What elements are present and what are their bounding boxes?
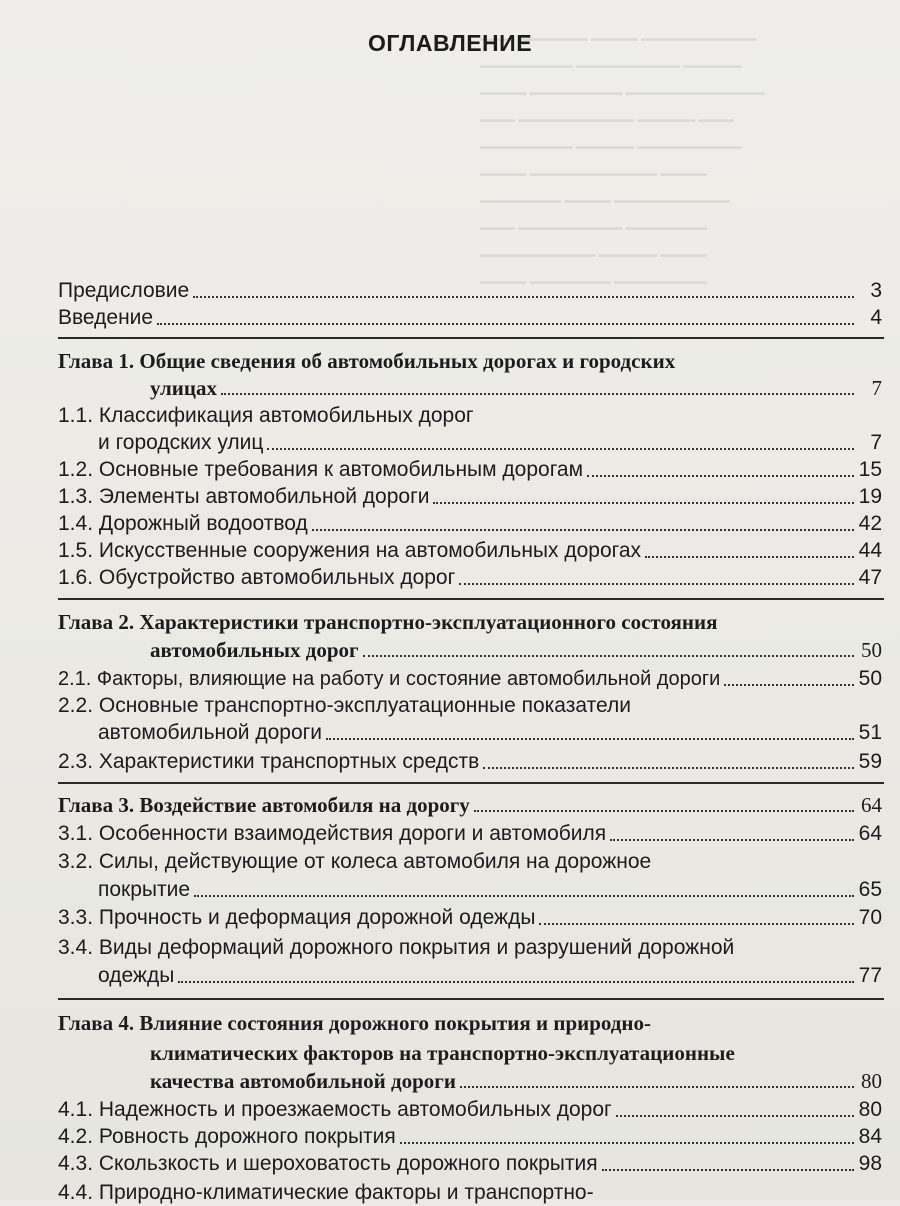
leader-dots: [483, 767, 854, 769]
toc-entry-title: одежды: [98, 964, 175, 987]
leader-dots: [400, 1142, 854, 1144]
toc-entry-preface[interactable]: [58, 278, 882, 304]
toc-entry-page: 47: [858, 566, 882, 589]
toc-entry-1-3[interactable]: [58, 484, 882, 510]
toc-entry-title: улицах: [150, 376, 217, 400]
toc-entry-title: автомобильной дороги: [98, 721, 323, 744]
leader-dots: [459, 583, 854, 585]
toc-entry-1-5[interactable]: [58, 538, 882, 564]
toc-entry-title: Глава 3. Воздействие автомобиля на дорогу: [58, 793, 470, 817]
chapter-1-title-cont[interactable]: [150, 375, 882, 401]
leader-dots: [194, 895, 854, 897]
toc-entry-1-6[interactable]: [58, 565, 882, 591]
toc-entry-1-1-cont[interactable]: [98, 430, 882, 456]
toc-entry-title: 2.1. Факторы, влияющие на работу и состояние автомобильной дороги: [58, 668, 721, 690]
toc-entry-title: Предисловие: [58, 279, 190, 302]
chapter-4-title-cont[interactable]: климатических факторов на транспортно-эксплуатационные: [150, 1041, 735, 1065]
toc-entry-title: 4.1. Надежность и проезжаемость автомобильных дорог: [58, 1098, 612, 1121]
toc-entry-title: 4.2. Ровность дорожного покрытия: [58, 1125, 396, 1148]
toc-entry-page: 84: [858, 1125, 882, 1148]
chapter-4-title[interactable]: Глава 4. Влияние состояния дорожного покрытия и природно-: [58, 1011, 652, 1035]
chapter-2-title-cont[interactable]: [150, 637, 882, 663]
chapter-divider: [58, 998, 884, 1000]
toc-entry-page: 80: [858, 1098, 882, 1121]
toc-entry-3-4-cont[interactable]: [98, 963, 882, 989]
toc-entry-page: 80: [861, 1069, 882, 1093]
leader-dots: [602, 1169, 854, 1171]
toc-entry-page: 64: [861, 793, 882, 817]
toc-entry-title: 1.6. Обустройство автомобильных дорог: [58, 566, 456, 589]
toc-entry-page: 77: [858, 964, 882, 987]
toc-entry-title: Введение: [58, 306, 154, 329]
toc-entry-title: 3.1. Особенности взаимодействия дороги и автомобиля: [58, 822, 607, 845]
leader-dots: [460, 1086, 854, 1088]
toc-entry-page: 7: [870, 431, 882, 454]
leader-dots: [539, 923, 854, 925]
leader-dots: [616, 1115, 854, 1117]
toc-entry-title: 1.5. Искусственные сооружения на автомобильных дорогах: [58, 539, 642, 562]
toc-entry-2-2[interactable]: 2.2. Основные транспортно-эксплуатационные показатели: [58, 694, 631, 717]
toc-heading: ОГЛАВЛЕНИЕ: [367, 30, 533, 56]
toc-entry-title: автомобильных дорог: [150, 638, 359, 662]
toc-entry-page: 64: [858, 822, 882, 845]
leader-dots: [433, 502, 854, 504]
toc-entry-page: 51: [858, 721, 882, 744]
toc-entry-3-2-cont[interactable]: [98, 877, 882, 903]
toc-entry-page: 42: [858, 512, 882, 535]
leader-dots: [610, 839, 854, 841]
leader-dots: [312, 529, 854, 531]
toc-entry-title: покрытие: [98, 878, 191, 901]
toc-entry-1-1[interactable]: 1.1. Классификация автомобильных дорог: [58, 404, 474, 427]
toc-entry-title: 1.2. Основные требования к автомобильным дорогам: [58, 458, 584, 481]
toc-entry-2-3[interactable]: [58, 749, 882, 775]
toc-entry-page: 15: [858, 458, 882, 481]
leader-dots: [474, 810, 854, 812]
toc-entry-3-4[interactable]: 3.4. Виды деформаций дорожного покрытия и разрушений дорожной: [58, 936, 735, 959]
leader-dots: [267, 448, 854, 450]
toc-entry-title: 3.3. Прочность и деформация дорожной одежды: [58, 906, 536, 929]
leader-dots: [326, 738, 854, 740]
toc-entry-1-2[interactable]: [58, 457, 882, 483]
toc-entry-title: 2.3. Характеристики транспортных средств: [58, 750, 480, 773]
leader-dots: [587, 475, 854, 477]
toc-entry-page: 50: [861, 638, 882, 662]
toc-entry-3-1[interactable]: [58, 821, 882, 847]
toc-entry-title: 1.4. Дорожный водоотвод: [58, 512, 308, 535]
toc-entry-title: 1.3. Элементы автомобильной дороги: [58, 485, 430, 508]
chapter-2-title[interactable]: Глава 2. Характеристики транспортно-эксплуатационного состояния: [58, 610, 718, 634]
toc-entry-page: 59: [858, 750, 882, 773]
leader-dots: [178, 981, 854, 983]
toc-entry-4-3[interactable]: [58, 1151, 882, 1177]
leader-dots: [157, 323, 854, 325]
toc-entry-page: 70: [858, 906, 882, 929]
toc-entry-3-2[interactable]: 3.2. Силы, действующие от колеса автомобиля на дорожное: [58, 850, 652, 873]
chapter-divider: [58, 337, 884, 339]
leader-dots: [193, 296, 854, 298]
chapter-divider: [58, 598, 884, 600]
chapter-1-title[interactable]: Глава 1. Общие сведения об автомобильных дорогах и городских: [58, 349, 676, 373]
toc-entry-4-1[interactable]: [58, 1097, 882, 1123]
toc-entry-page: 98: [858, 1152, 882, 1175]
toc-entry-page: 7: [871, 376, 882, 400]
toc-entry-4-4[interactable]: 4.4. Природно-климатические факторы и транспортно-: [58, 1181, 594, 1204]
bleed-through-text: ▁▁▁ ▁▁▁▁▁▁ ▁▁▁▁ ▁▁▁▁▁▁▁▁▁▁ ▁▁▁▁▁▁▁▁ ▁▁▁▁▁▁▁▁▁ ▁▁▁▁▁ ▁▁▁▁ ▁▁▁▁▁▁▁▁ ▁▁▁▁▁▁▁▁▁▁▁▁ ▁▁▁ ▁▁▁▁▁▁▁▁▁▁ ▁▁▁▁▁ ▁▁▁ ▁▁▁▁▁▁▁▁ ▁▁▁▁▁ ▁▁▁▁▁▁▁▁▁ ▁▁▁▁ ▁▁▁▁▁▁▁▁▁▁▁ ▁▁▁▁ ▁▁▁▁▁▁▁ ▁▁▁▁ ▁▁▁▁▁▁▁▁▁▁ ▁▁▁ ▁▁▁▁▁▁▁▁▁ ▁▁▁▁▁▁▁ ▁▁▁▁▁▁▁▁▁▁ ▁▁▁▁▁ ▁▁▁▁ ▁▁▁▁ ▁▁▁▁▁▁▁ ▁▁▁▁▁▁▁▁: [480, 25, 765, 284]
toc-entry-title: и городских улиц: [98, 431, 264, 454]
toc-entry-2-1[interactable]: [58, 666, 882, 692]
toc-entry-3-3[interactable]: [58, 905, 882, 931]
toc-entry-page: 50: [858, 667, 882, 690]
toc-entry-page: 3: [870, 279, 882, 302]
toc-entry-intro[interactable]: [58, 305, 882, 331]
toc-entry-1-4[interactable]: [58, 511, 882, 537]
toc-entry-2-2-cont[interactable]: [98, 720, 882, 746]
toc-entry-title: качества автомобильной дороги: [150, 1069, 456, 1093]
toc-entry-4-2[interactable]: [58, 1124, 882, 1150]
toc-entry-page: 65: [858, 878, 882, 901]
leader-dots: [724, 684, 854, 686]
toc-entry-page: 44: [858, 539, 882, 562]
toc-entry-page: 4: [870, 306, 882, 329]
toc-entry-title: 4.3. Скользкость и шероховатость дорожного покрытия: [58, 1152, 598, 1175]
chapter-3-title[interactable]: [58, 792, 882, 818]
chapter-4-title-cont2[interactable]: [150, 1068, 882, 1094]
chapter-divider: [58, 782, 884, 784]
leader-dots: [363, 655, 854, 657]
toc-entry-page: 19: [858, 485, 882, 508]
leader-dots: [645, 556, 854, 558]
leader-dots: [221, 393, 854, 395]
